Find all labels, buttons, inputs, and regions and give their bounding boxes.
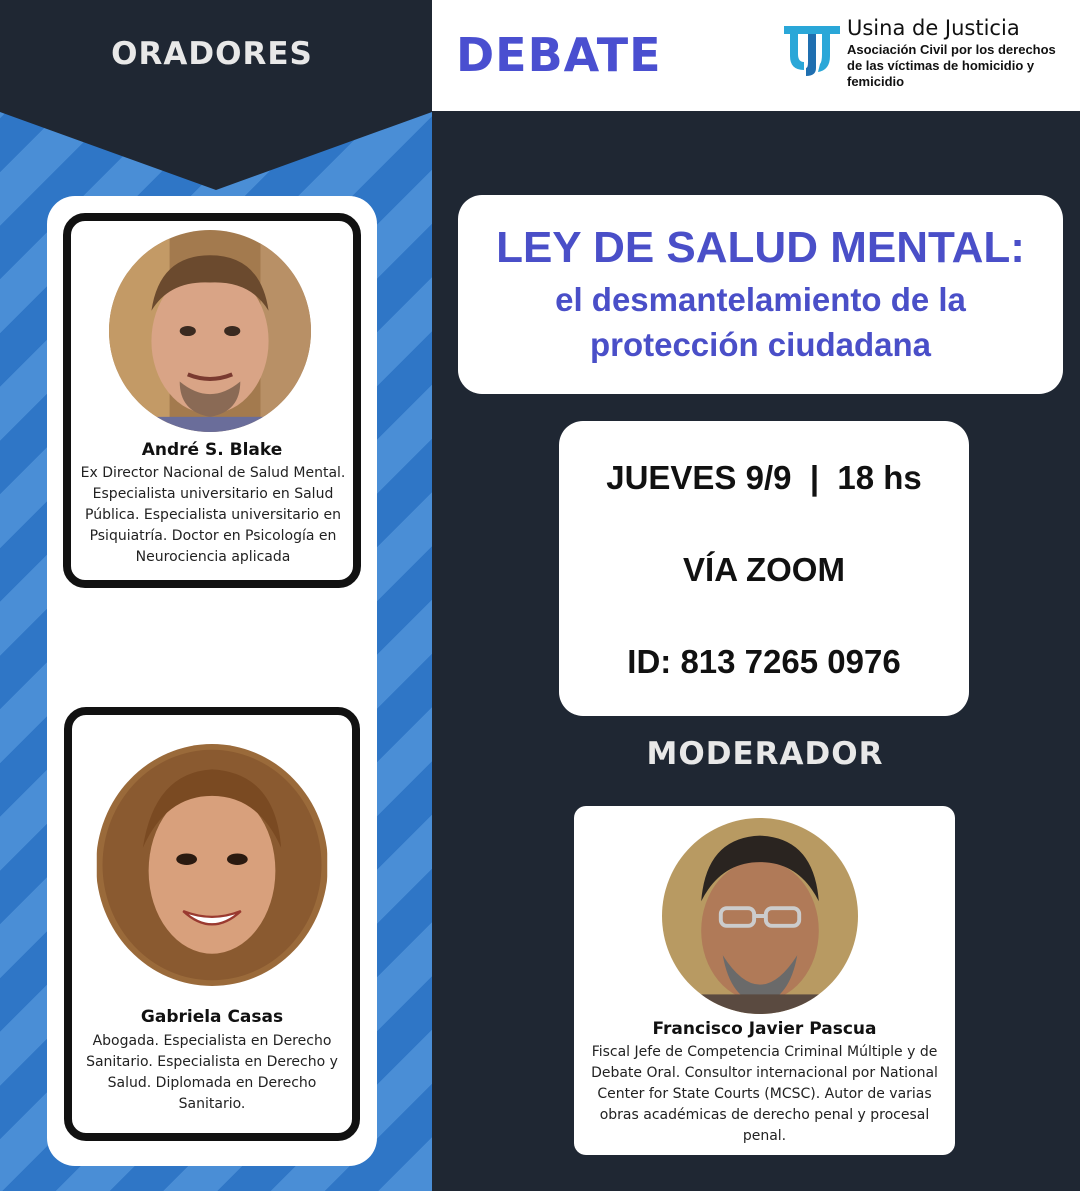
portrait-icon — [96, 744, 328, 986]
speaker-1-bio: Ex Director Nacional de Salud Mental. Especialista universitario en Salud Pública. Especialista universitario en Psiquiatría. Doctor en Psicología en Neurociencia aplicada — [80, 465, 346, 565]
speaker-card-2 — [64, 707, 360, 1141]
event-platform: VÍA ZOOM — [683, 551, 845, 588]
headline-title: LEY DE SALUD MENTAL: — [496, 223, 1025, 272]
moderator-card — [574, 806, 955, 1155]
speaker-1-name: André S. Blake — [141, 440, 283, 460]
moderator-section-title: MODERADOR — [646, 736, 884, 772]
headline-subtitle-line-1: el desmantelamiento de la — [555, 281, 966, 318]
speaker-1-photo — [109, 230, 311, 432]
speaker-2-bio: Abogada. Especialista en Derecho Sanitario. Especialista en Derecho y Salud. Diplomada en Derecho Sanitario. — [86, 1033, 338, 1112]
event-date-time: JUEVES 9/9 | 18 hs — [606, 459, 922, 496]
headline-subtitle-line-2: protección ciudadana — [589, 326, 932, 363]
speaker-card-1 — [63, 213, 361, 588]
usina-de-justicia-logo-icon — [782, 22, 842, 78]
event-meeting-id: ID: 813 7265 0976 — [627, 643, 901, 680]
event-details-box — [559, 421, 969, 716]
moderator-photo — [662, 818, 858, 1014]
speaker-2-name: Gabriela Casas — [140, 1007, 284, 1027]
headline-subtitle — [458, 277, 1063, 367]
portrait-icon — [109, 230, 311, 432]
org-tagline: Asociación Civil por los derechos de las víctimas de homicidio y femicidio — [847, 42, 1056, 89]
org-name: Usina de Justicia — [847, 16, 1020, 40]
speakers-section-title: ORADORES — [111, 36, 313, 72]
debate-title: DEBATE — [456, 28, 662, 82]
speakers-panel-header-shape — [0, 0, 432, 190]
portrait-icon — [662, 818, 858, 1014]
moderator-bio: Fiscal Jefe de Competencia Criminal Múltiple y de Debate Oral. Consultor internacional por National Center for State Courts (MCSC). Autor de varias obras académicas de derecho penal y procesal penal. — [591, 1044, 938, 1144]
speaker-2-photo — [96, 744, 328, 986]
headline-box — [458, 195, 1063, 394]
moderator-name: Francisco Javier Pascua — [652, 1019, 877, 1039]
